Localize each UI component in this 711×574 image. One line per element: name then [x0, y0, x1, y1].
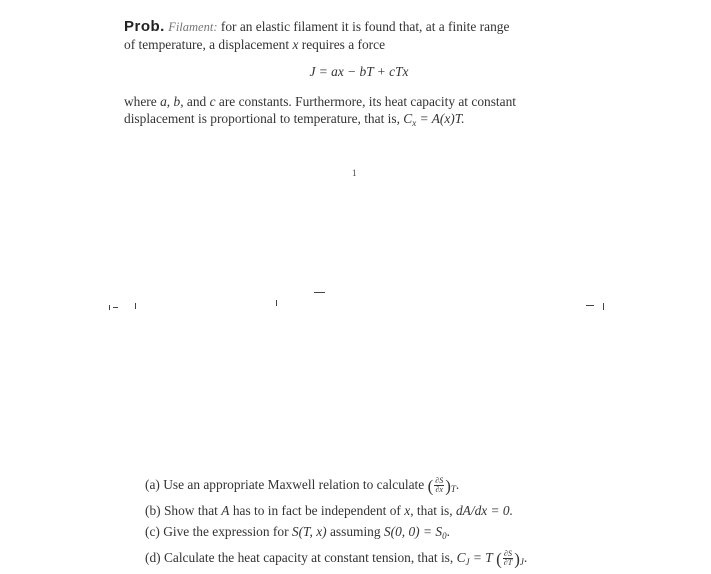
heat-capacity-expr: = A(x)T.: [419, 111, 465, 126]
stray-mark: [603, 303, 604, 310]
intro-var: x: [292, 37, 299, 52]
intro-text-1: for an elastic filament it is found that, at a finite range: [220, 19, 510, 34]
stray-mark: [586, 305, 594, 306]
stray-mark: [109, 305, 110, 310]
para2-var-b: b: [173, 94, 181, 109]
question-b: (b) Show that A has to in fact be independent of x, that is, dA/dx = 0.: [145, 503, 513, 518]
stray-mark: [314, 292, 325, 293]
question-c: (c) Give the expression for S(T, x) assuming S(0, $0) = S_0$.: [145, 524, 450, 541]
intro-text-3: requires a force: [301, 37, 386, 52]
stray-mark: [276, 300, 277, 306]
problem-intro: [124, 18, 594, 53]
intro-text-2: of temperature, a displacement: [124, 37, 290, 52]
page-number: 1: [352, 168, 357, 178]
force-equation: J = ax − bT + cTx: [309, 64, 409, 79]
para2-text-3: displacement is proportional to temperature, that is,: [124, 111, 400, 126]
para2-and: and: [186, 94, 207, 109]
problem-heading-garbled: Filament:: [168, 20, 218, 34]
question-a: (a) Use an appropriate Maxwell relation to calculate ( $\frac{\partial S}{\partial x}$ )$_T$.: [145, 476, 460, 496]
para2-text-2: are constants. Furthermore, its heat capacity at constant: [218, 94, 516, 109]
para2-var-a: a: [160, 94, 167, 109]
question-list: [145, 474, 615, 573]
para2-var-c: c: [209, 94, 216, 109]
para2-text-1: where: [124, 94, 157, 109]
stray-mark: [135, 303, 136, 309]
problem-para-2: where a, b, and c are constants. Furthermore, its heat capacity at constant displacement is proportional to temperature, that is, $C_x = A(x)T$.: [124, 94, 516, 128]
heat-capacity-symbol: $C_x$: [403, 111, 417, 128]
stray-mark: [113, 307, 118, 308]
question-d: (d) Calculate the heat capacity at constant tension, that is, $C_J = T$ ( $\frac{\partial S}{\partial T}$ )$_J$.: [145, 549, 528, 569]
problem-label: Prob.: [124, 18, 165, 35]
